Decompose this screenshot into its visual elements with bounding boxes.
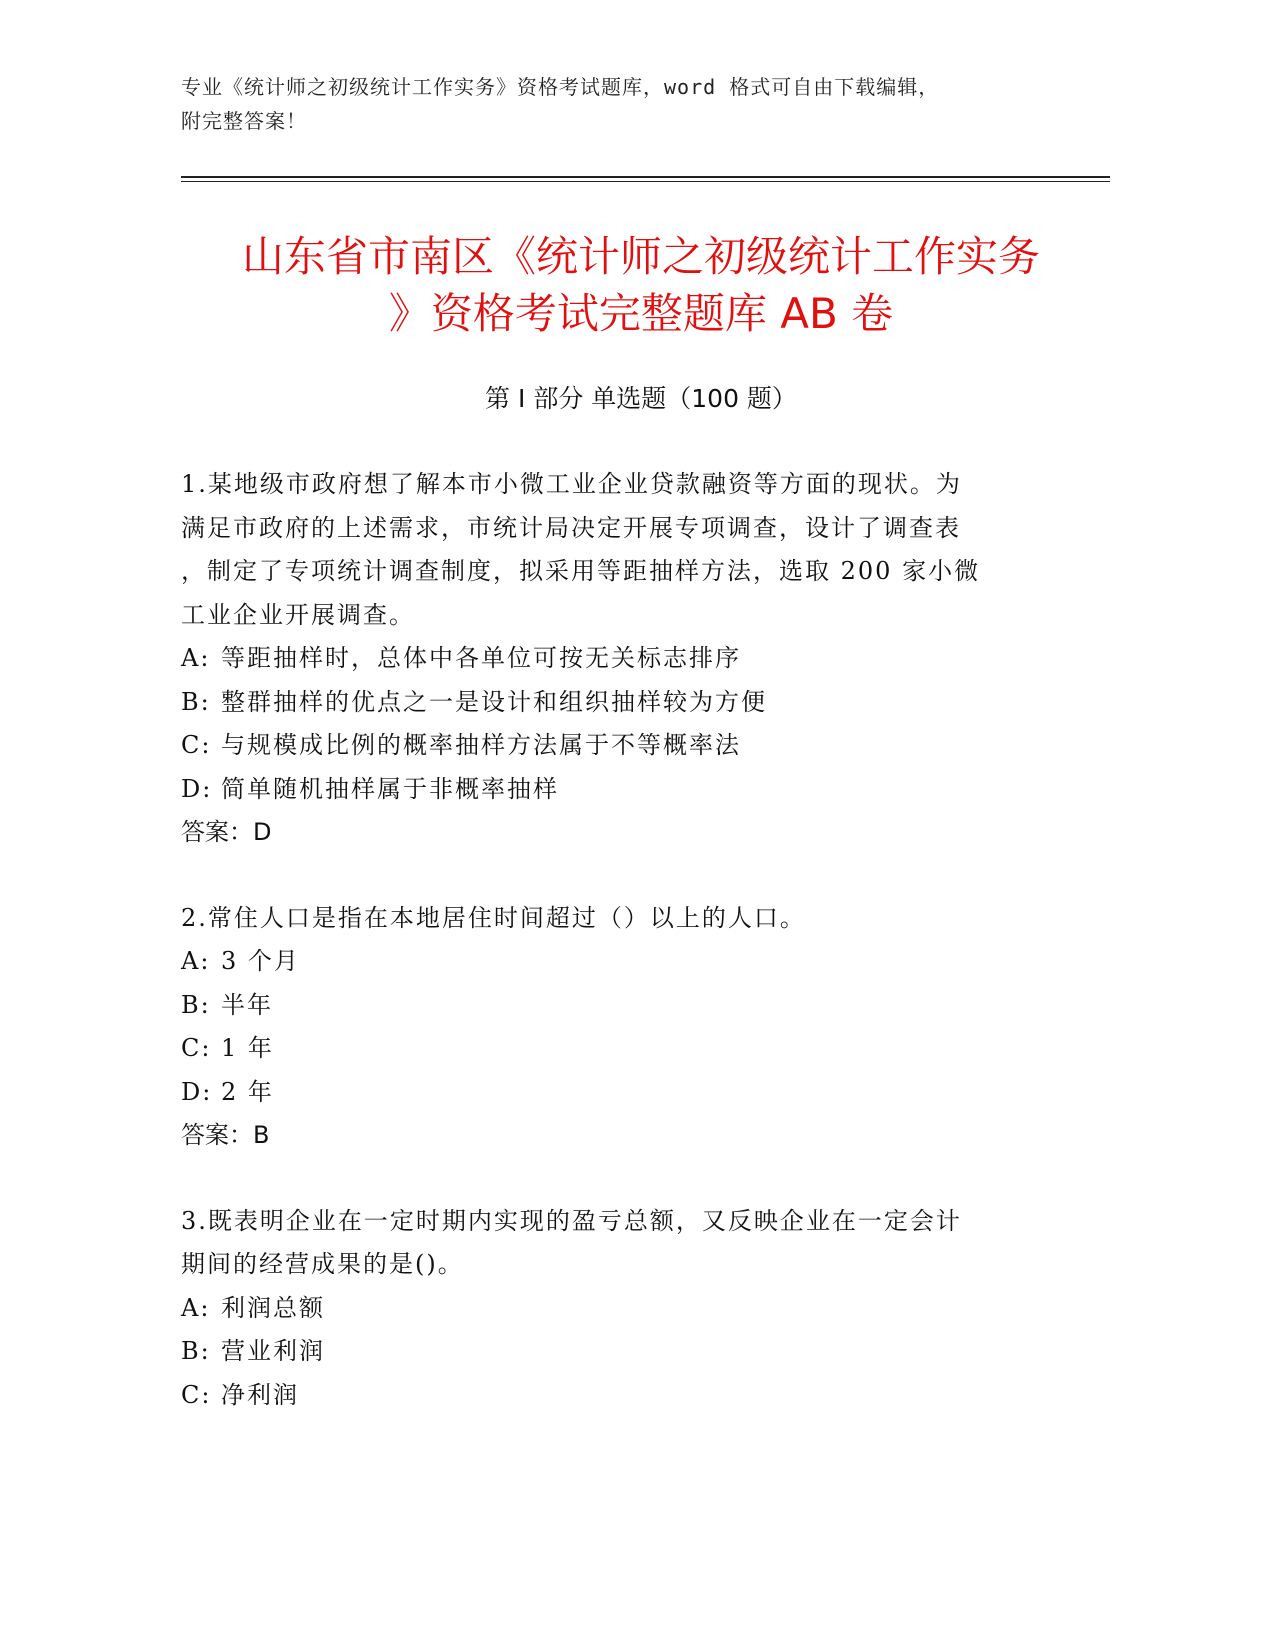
option-key: B: [181, 1337, 211, 1365]
document-title-line-1: 山东省市南区《统计师之初级统计工作实务 [241, 232, 1040, 281]
option-text: 净利润 [221, 1380, 299, 1409]
question-option-b [181, 984, 1046, 1028]
header-divider-thick [181, 176, 1110, 178]
option-text: 整群抽样的优点之一是设计和组织抽样较为方便 [221, 687, 767, 716]
question-answer: 答案：B [181, 1121, 270, 1149]
question-stem-line: 3.既表明企业在一定时期内实现的盈亏总额，又反映企业在一定会计 [181, 1206, 962, 1235]
option-text: 简单随机抽样属于非概率抽样 [221, 774, 559, 803]
question-1 [181, 463, 1046, 855]
option-key: D: [181, 1077, 213, 1106]
question-option-c [181, 1027, 1046, 1071]
option-key: C: [181, 731, 212, 759]
question-option-b [181, 681, 1046, 725]
option-text: 半年 [221, 990, 273, 1019]
option-text: 与规模成比例的概率抽样方法属于不等概率法 [221, 731, 741, 759]
question-option-a [181, 940, 1046, 984]
question-stem-line: 工业企业开展调查。 [181, 600, 415, 629]
document-title-line-2: 》资格考试完整题库 AB 卷 [388, 289, 894, 338]
question-option-c [181, 1374, 1046, 1418]
option-key: D: [181, 774, 213, 803]
question-stem-line: 满足市政府的上述需求，市统计局决定开展专项调查，设计了调查表 [181, 513, 961, 542]
question-stem-line: 1.某地级市政府想了解本市小微工业企业贷款融资等方面的现状。为 [181, 470, 962, 498]
header-divider-thin [181, 181, 1110, 182]
option-key: A: [181, 644, 211, 672]
option-text: 等距抽样时，总体中各单位可按无关标志排序 [221, 644, 741, 672]
question-stem-line: 期间的经营成果的是()。 [181, 1250, 464, 1278]
option-key: C: [181, 1380, 212, 1409]
question-option-d [181, 768, 1046, 812]
option-key: B: [181, 990, 211, 1019]
header-note-line-2: 附完整答案！ [181, 109, 307, 133]
question-answer: 答案：D [181, 818, 272, 846]
option-key: C: [181, 1034, 212, 1062]
question-2 [181, 897, 1046, 1158]
option-text: 1 年 [221, 1034, 274, 1062]
section-title: 第 I 部分 单选题（100 题） [485, 384, 797, 413]
option-text: 2 年 [221, 1077, 274, 1106]
question-list [181, 463, 1046, 1459]
option-key: A: [181, 947, 211, 975]
option-text: 3 个月 [221, 947, 300, 975]
question-stem-line: 2.常住人口是指在本地居住时间超过（）以上的人口。 [181, 903, 806, 932]
header-note-line-1: 专业《统计师之初级统计工作实务》资格考试题库，word 格式可自由下载编辑， [181, 75, 940, 99]
question-3 [181, 1200, 1046, 1418]
option-key: B: [181, 687, 211, 716]
question-option-b [181, 1330, 1046, 1374]
option-text: 利润总额 [221, 1293, 325, 1322]
header-note [181, 70, 1041, 138]
question-option-c [181, 724, 1046, 768]
question-stem-line: ，制定了专项统计调查制度，拟采用等距抽样方法，选取 200 家小微 [181, 557, 981, 585]
question-option-a [181, 1287, 1046, 1331]
option-text: 营业利润 [221, 1337, 325, 1365]
option-key: A: [181, 1293, 211, 1322]
question-option-a [181, 637, 1046, 681]
question-option-d [181, 1071, 1046, 1115]
document-title [181, 228, 1101, 342]
